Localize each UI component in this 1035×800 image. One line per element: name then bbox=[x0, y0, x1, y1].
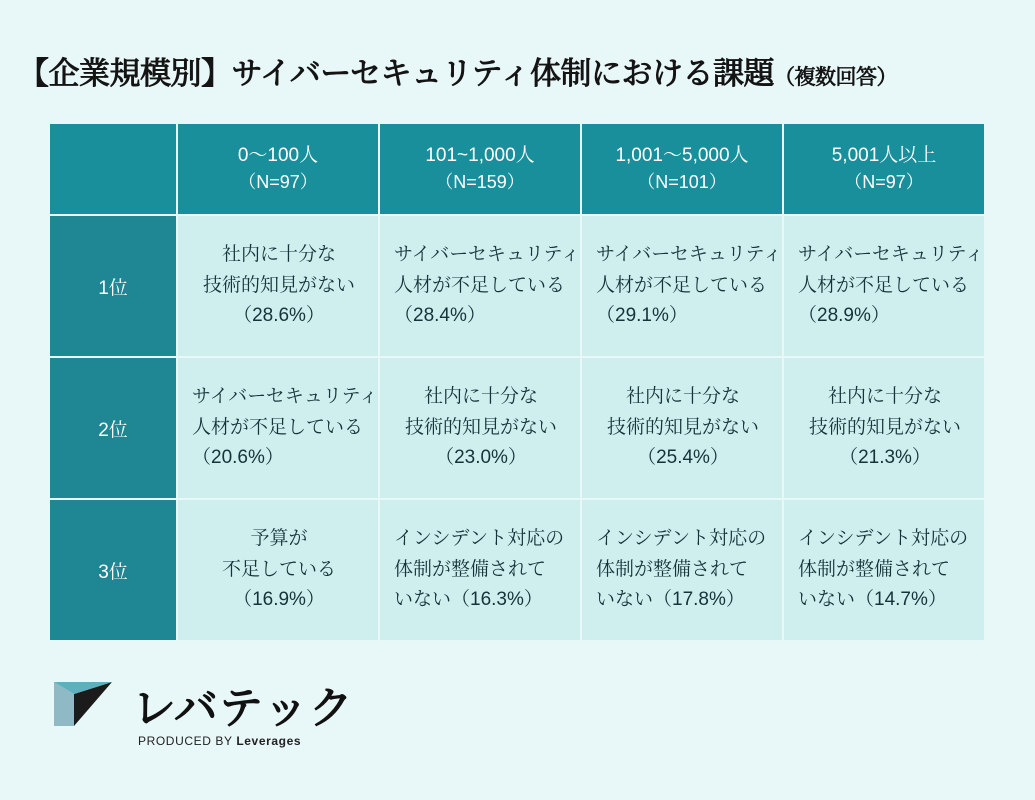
cell-line: 技術的知見がない bbox=[808, 416, 961, 438]
cell-line: いない（16.3%） bbox=[394, 589, 543, 611]
table-header bbox=[49, 123, 985, 215]
cell-line: 技術的知見がない bbox=[404, 416, 557, 438]
column-header-sub-3: （N=97） bbox=[844, 171, 924, 192]
column-header-3 bbox=[783, 123, 985, 215]
column-header-1 bbox=[379, 123, 581, 215]
cell-line: いない（17.8%） bbox=[596, 589, 745, 611]
table-row bbox=[49, 215, 985, 357]
cell-line: サイバーセキュリティ bbox=[798, 243, 985, 265]
cell-line: 社内に十分な bbox=[221, 243, 336, 265]
table-corner-cell bbox=[49, 123, 177, 215]
cell-line: （28.6%） bbox=[233, 305, 325, 327]
logo-tagline bbox=[138, 734, 301, 748]
cell-line: サイバーセキュリティ bbox=[596, 243, 783, 265]
cell-r0-c0 bbox=[177, 215, 379, 357]
cell-line: （28.4%） bbox=[394, 305, 486, 327]
cell-r1-c1 bbox=[379, 357, 581, 499]
column-header-label-0: 0〜100人 bbox=[237, 145, 319, 167]
logo-tagline-prefix: PRODUCED BY bbox=[138, 734, 237, 748]
column-header-sub-1: （N=159） bbox=[435, 171, 525, 192]
table-row bbox=[49, 499, 985, 641]
cell-line: 予算が bbox=[250, 527, 308, 549]
cell-line: （23.0%） bbox=[435, 447, 527, 469]
column-header-sub-2: （N=101） bbox=[637, 171, 727, 192]
column-header-label-2: 1,001〜5,000人 bbox=[615, 145, 749, 167]
cell-line: 不足している bbox=[221, 558, 336, 580]
cell-line: 体制が整備されて bbox=[394, 558, 547, 580]
cell-line: 体制が整備されて bbox=[798, 558, 951, 580]
cell-line: 社内に十分な bbox=[423, 385, 538, 407]
cell-r0-c1 bbox=[379, 215, 581, 357]
cell-r0-c3 bbox=[783, 215, 985, 357]
table-row bbox=[49, 357, 985, 499]
cell-line: （20.6%） bbox=[192, 447, 284, 469]
logo-wordmark: レバテック bbox=[132, 684, 354, 733]
table-header-row bbox=[49, 123, 985, 215]
page-title-main: 【企業規模別】サイバーセキュリティ体制における課題 bbox=[18, 56, 774, 91]
column-header-0 bbox=[177, 123, 379, 215]
cell-line: （28.9%） bbox=[798, 305, 890, 327]
cell-line: いない（14.7%） bbox=[798, 589, 947, 611]
leverages-logo-icon bbox=[52, 678, 126, 730]
cell-line: インシデント対応の bbox=[394, 527, 565, 549]
cell-line: 体制が整備されて bbox=[596, 558, 749, 580]
cell-line: インシデント対応の bbox=[798, 527, 969, 549]
cell-r2-c3 bbox=[783, 499, 985, 641]
cell-line: 社内に十分な bbox=[625, 385, 740, 407]
ranking-table bbox=[48, 122, 986, 642]
cell-r2-c2 bbox=[581, 499, 783, 641]
page-title bbox=[18, 48, 1018, 93]
cell-r1-c2 bbox=[581, 357, 783, 499]
column-header-2 bbox=[581, 123, 783, 215]
cell-line: （16.9%） bbox=[233, 589, 325, 611]
cell-line: 技術的知見がない bbox=[202, 274, 355, 296]
brand-logo bbox=[52, 672, 352, 762]
cell-line: インシデント対応の bbox=[596, 527, 767, 549]
cell-r0-c2 bbox=[581, 215, 783, 357]
cell-r2-c0 bbox=[177, 499, 379, 641]
cell-line: 技術的知見がない bbox=[606, 416, 759, 438]
cell-r1-c3 bbox=[783, 357, 985, 499]
rank-label-0: 1位 bbox=[49, 215, 177, 357]
cell-line: （29.1%） bbox=[596, 305, 688, 327]
cell-line: 人材が不足している bbox=[798, 274, 970, 296]
cell-line: サイバーセキュリティ bbox=[192, 385, 379, 407]
cell-line: 人材が不足している bbox=[596, 274, 768, 296]
logo-tagline-brand: Leverages bbox=[236, 734, 302, 748]
rank-label-2: 3位 bbox=[49, 499, 177, 641]
cell-line: （21.3%） bbox=[839, 447, 931, 469]
cell-r2-c1 bbox=[379, 499, 581, 641]
column-header-label-3: 5,001人以上 bbox=[831, 145, 937, 167]
column-header-label-1: 101~1,000人 bbox=[425, 145, 535, 167]
column-header-sub-0: （N=97） bbox=[238, 171, 318, 192]
cell-line: 人材が不足している bbox=[192, 416, 364, 438]
rank-label-1: 2位 bbox=[49, 357, 177, 499]
page-title-note: （複数回答） bbox=[774, 66, 897, 89]
cell-r1-c0 bbox=[177, 357, 379, 499]
cell-line: サイバーセキュリティ bbox=[394, 243, 581, 265]
cell-line: 社内に十分な bbox=[827, 385, 942, 407]
cell-line: 人材が不足している bbox=[394, 274, 566, 296]
cell-line: （25.4%） bbox=[637, 447, 729, 469]
table-body bbox=[49, 215, 985, 641]
